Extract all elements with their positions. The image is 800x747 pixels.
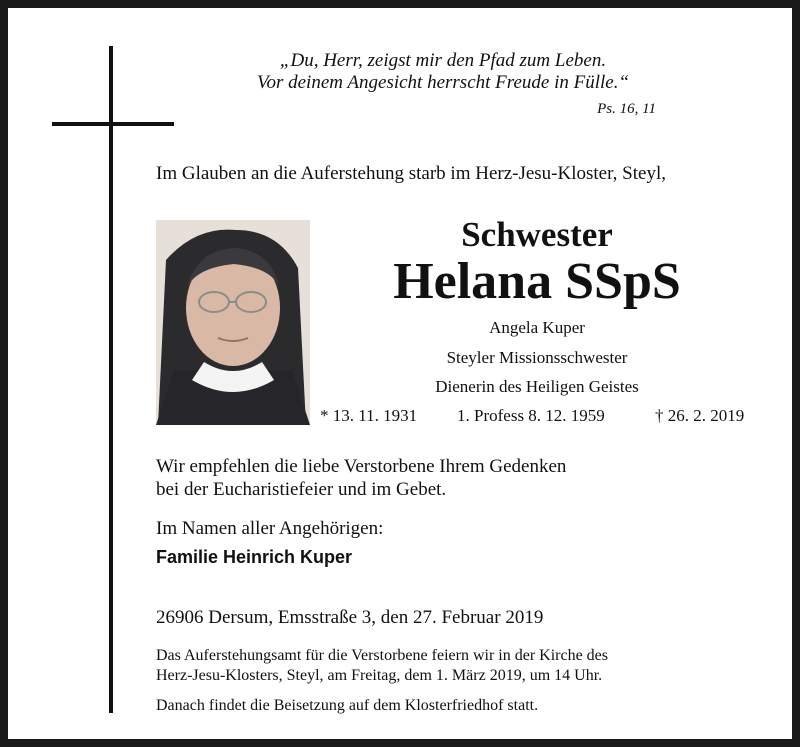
order-line-1: Steyler Missionsschwester <box>446 348 628 367</box>
quote-reference: Ps. 16, 11 <box>597 101 656 117</box>
birth-date: * 13. 11. 1931 <box>320 406 418 425</box>
message-line-1: Wir empfehlen die liebe Verstorbene Ihrem Gedenken <box>156 456 567 477</box>
message-line-2: bei der Eucharistiefeier und im Gebet. <box>156 479 447 500</box>
service-line-2: Herz-Jesu-Klosters, Steyl, am Freitag, dem 1. März 2019, um 14 Uhr. <box>156 667 603 684</box>
family-signature: Familie Heinrich Kuper <box>156 547 353 567</box>
service-line-1: Das Auferstehungsamt für die Verstorbene feiern wir in der Kirche des <box>156 647 608 664</box>
portrait-image <box>156 220 310 425</box>
death-date: † 26. 2. 2019 <box>655 406 745 425</box>
intro-text: Im Glauben an die Auferstehung starb im Herz-Jesu-Kloster, Steyl, <box>156 163 666 184</box>
signature-label: Im Namen aller Angehörigen: <box>156 518 384 539</box>
birth-name: Angela Kuper <box>489 318 585 337</box>
burial-notice: Danach findet die Beisetzung auf dem Klosterfriedhof statt. <box>156 697 539 714</box>
bible-quote <box>208 50 678 94</box>
deceased-name: Helana SSpS <box>393 253 681 310</box>
quote-line-1: „Du, Herr, zeigst mir den Pfad zum Leben. <box>279 50 607 71</box>
remembrance-message <box>156 455 566 501</box>
cross-horizontal-beam <box>52 122 174 126</box>
profess-date: 1. Profess 8. 12. 1959 <box>457 406 605 425</box>
portrait-photo <box>156 220 310 425</box>
order-line-2: Dienerin des Heiligen Geistes <box>435 377 639 396</box>
cross-vertical-beam <box>109 46 113 713</box>
place-and-date: 26906 Dersum, Emsstraße 3, den 27. Februar 2019 <box>156 607 544 628</box>
deceased-title: Schwester <box>461 215 613 254</box>
service-notice <box>156 646 608 686</box>
quote-line-2: Vor deinem Angesicht herrscht Freude in Fülle.“ <box>256 72 630 93</box>
